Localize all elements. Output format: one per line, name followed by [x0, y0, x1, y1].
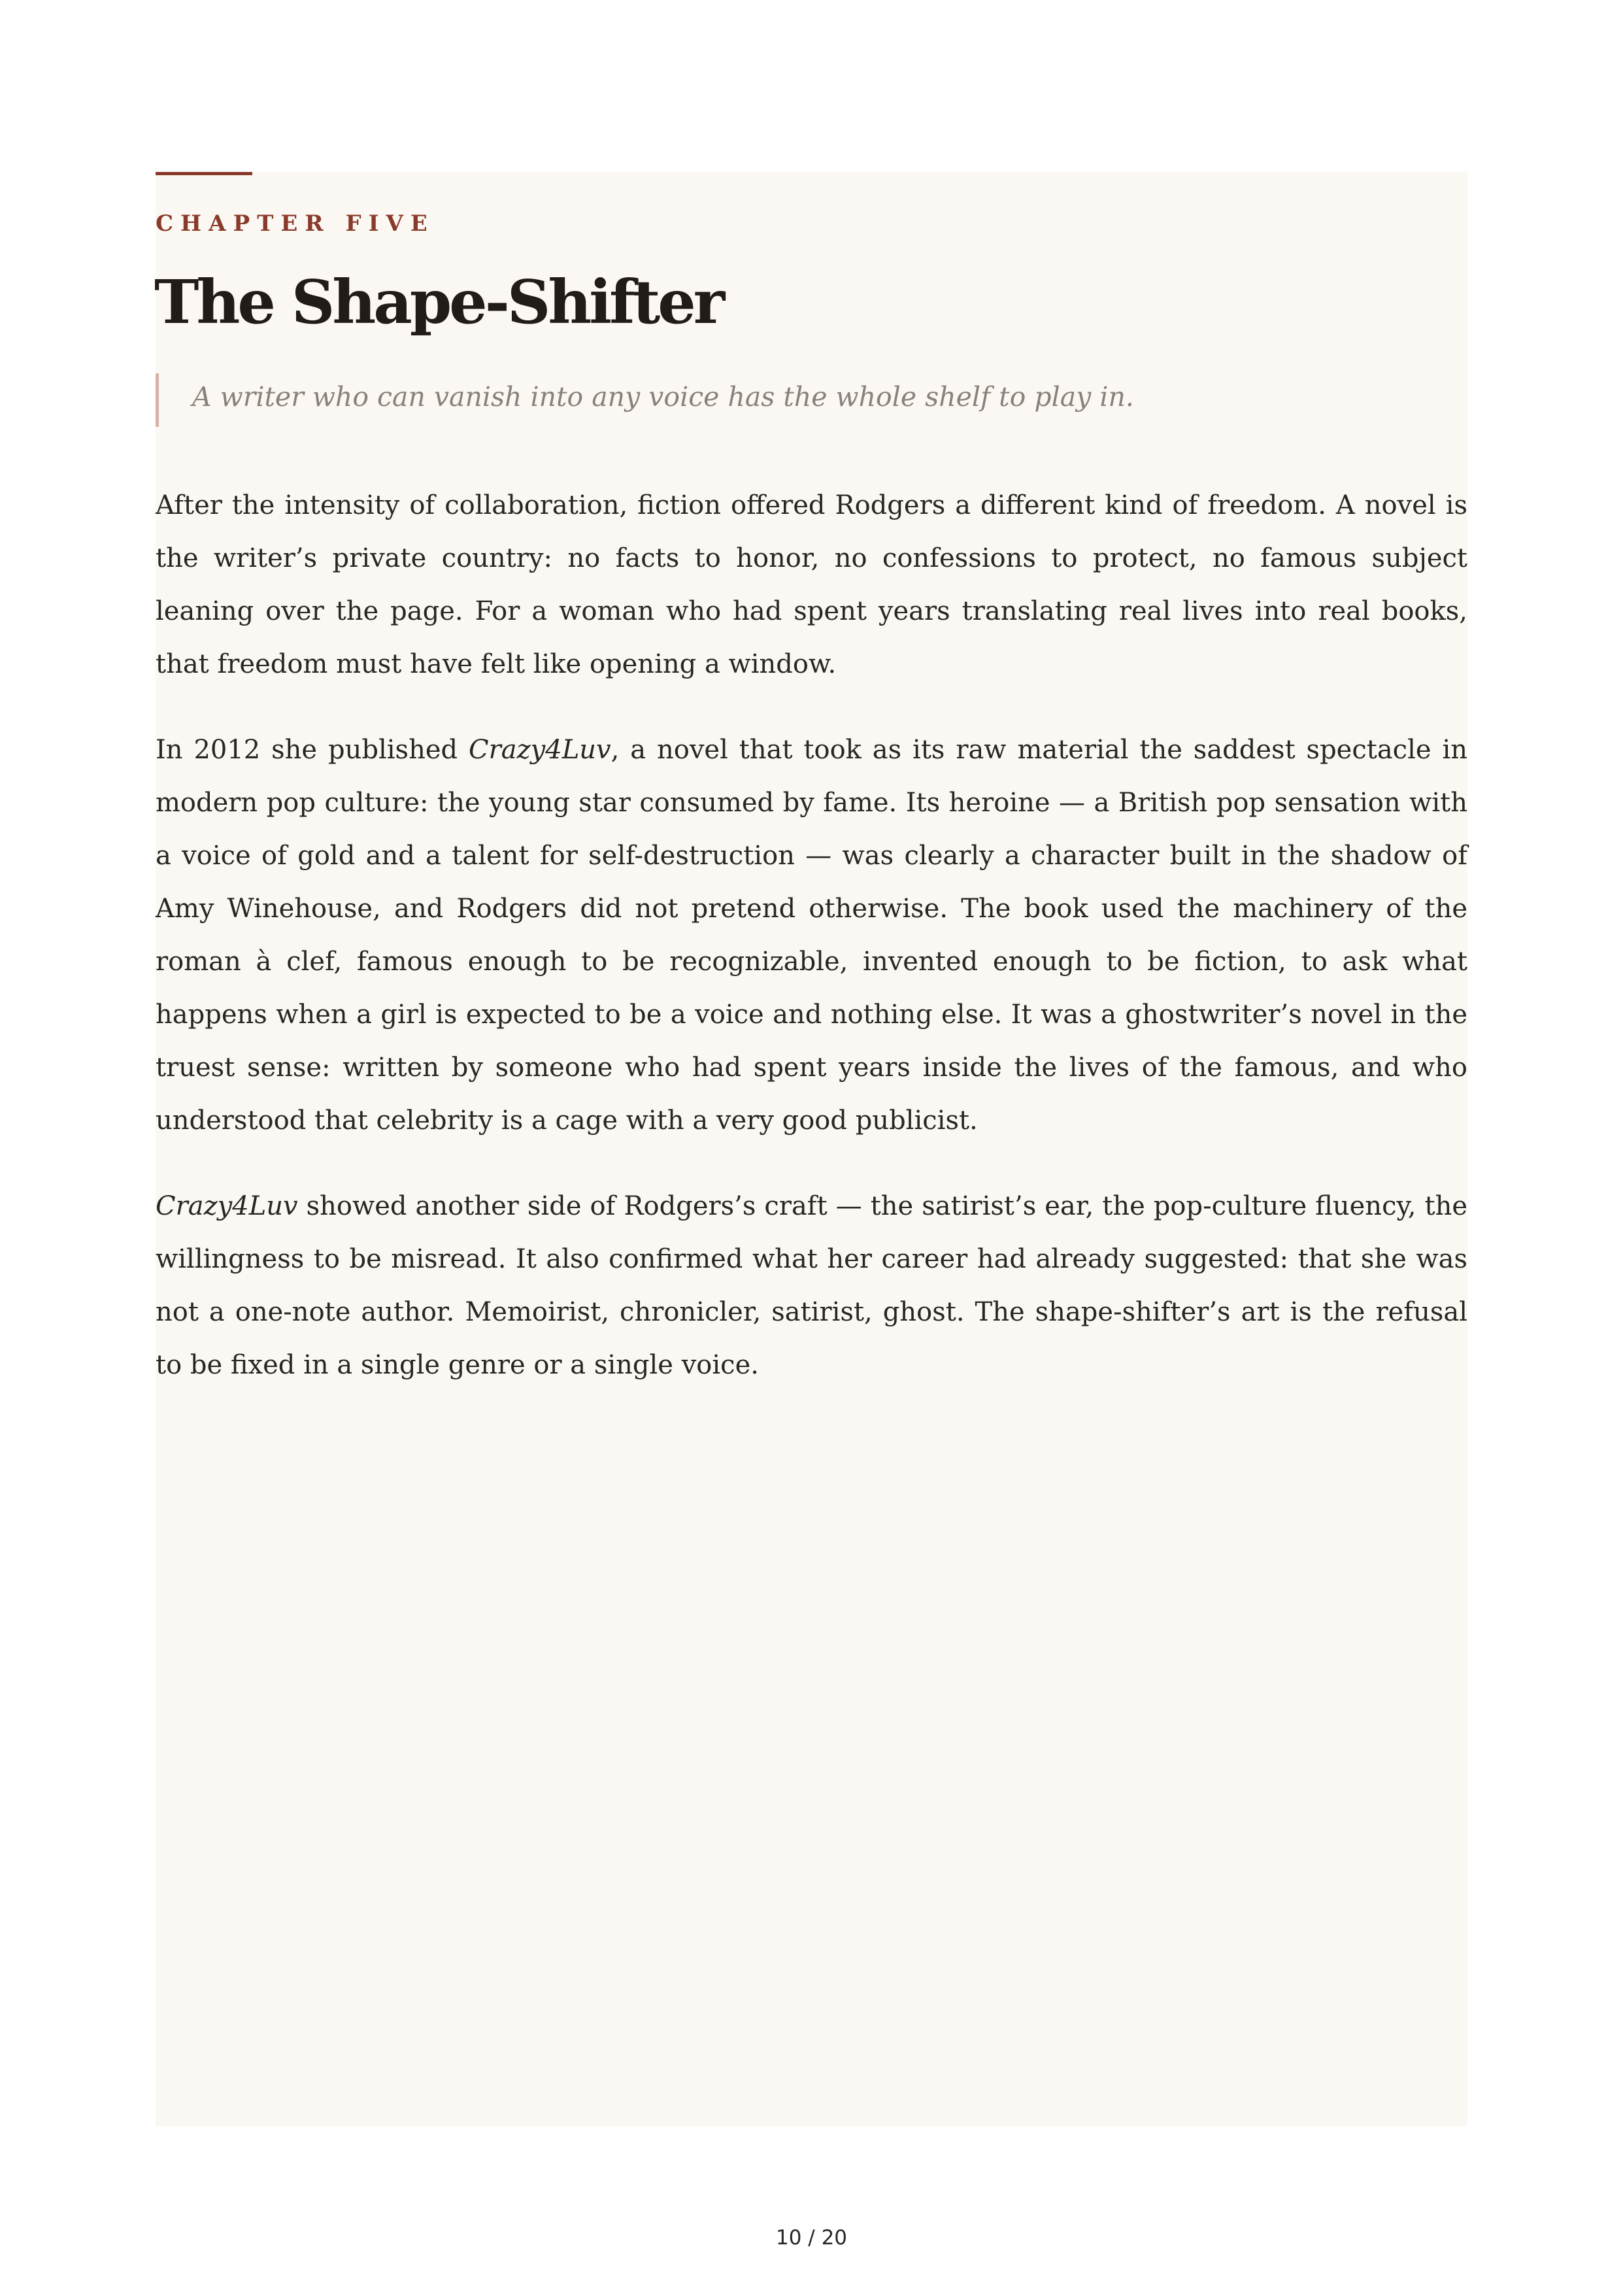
- epigraph: [156, 373, 1332, 427]
- epigraph-text: A writer who can vanish into any voice has the whole shelf to play in.: [192, 381, 1134, 413]
- chapter-body: [156, 479, 1467, 1425]
- paragraph-text: In 2012 she published: [156, 735, 469, 765]
- accent-rule: [156, 172, 252, 175]
- paragraph-text: After the intensity of collaboration, fiction offered Rodgers a different kind of freedom. A novel is the writer’s private country: no facts to honor, no confessions to protect, no famous subject leaning over the page. For a woman who had spent years translating real lives into real books, that freedom must have felt like opening a window.: [156, 490, 1467, 679]
- paragraph-2: [156, 724, 1467, 1147]
- paragraph-text-cont: , a novel that took as its raw material the saddest spectacle in modern pop culture: the young star consumed by fame. Its heroine — a British pop sensation with a voice of gold and a talent for self-destruction — was clearly a character built in the shadow of Amy Winehouse, and Rodgers did not pretend otherwise. The book used the machinery of the roman à clef, famous enough to be recognizable, invented enough to be fiction, to ask what happens when a girl is expected to be a voice and nothing else. It was a ghostwriter’s novel in the truest sense: written by someone who had spent years inside the lives of the famous, and who understood that celebrity is a cage with a very good publicist.: [156, 735, 1467, 1136]
- paragraph-3: [156, 1180, 1467, 1392]
- paragraph-1: [156, 479, 1467, 691]
- book-title-italic: Crazy4Luv: [156, 1191, 298, 1221]
- paragraph-text: showed another side of Rodgers’s craft — the satirist’s ear, the pop-culture fluency, the willingness to be misread. It also confirmed what her career had already suggested: that she was not a one-note author. Memoirist, chronicler, satirist, ghost. The shape-shifter’s art is the refusal to be fixed in a single genre or a single voice.: [156, 1191, 1467, 1380]
- page-number: 10 / 20: [775, 2226, 848, 2250]
- book-title-italic: Crazy4Luv: [469, 735, 611, 765]
- chapter-title: The Shape-Shifter: [154, 267, 723, 337]
- chapter-eyebrow: CHAPTER FIVE: [156, 211, 435, 237]
